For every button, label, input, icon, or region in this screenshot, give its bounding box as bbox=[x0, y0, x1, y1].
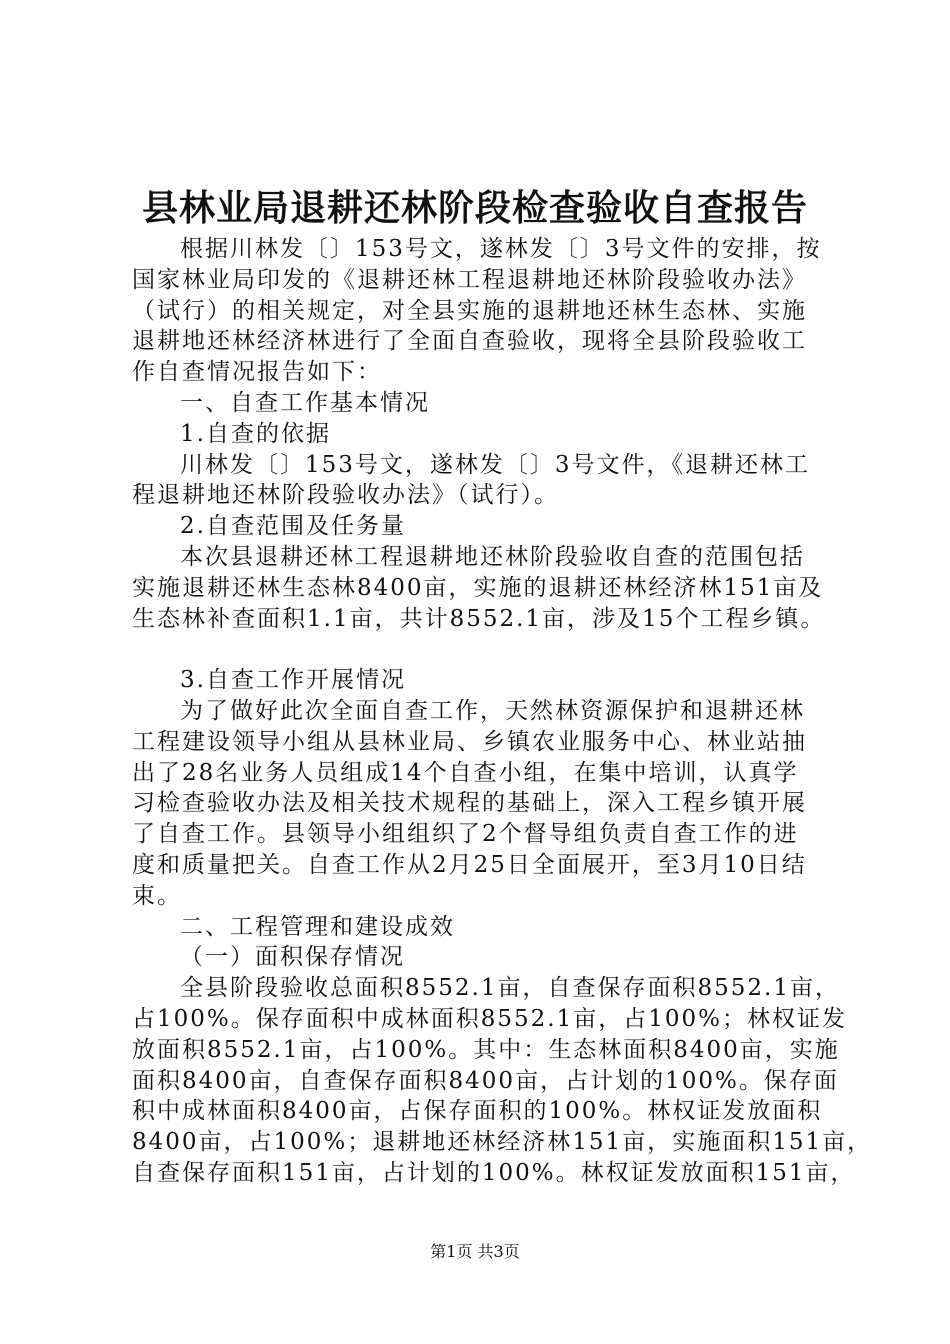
body-line: 程退耕地还林阶段验收办法》（试行）。 bbox=[132, 482, 559, 509]
body-line: 束。 bbox=[132, 882, 182, 909]
section-heading: 一、自查工作基本情况 bbox=[180, 389, 430, 416]
section-heading: 二、工程管理和建设成效 bbox=[180, 913, 455, 940]
subsection-heading: 2.自查范围及任务量 bbox=[180, 513, 406, 540]
body-line: 为了做好此次全面自查工作，天然林资源保护和退耕还林 bbox=[180, 697, 805, 724]
body-line: 习检查验收办法及相关技术规程的基础上，深入工程乡镇开展 bbox=[132, 790, 807, 817]
subsection-heading: （一）面积保存情况 bbox=[180, 944, 405, 971]
page-number-footer: 第1页 共3页 bbox=[430, 1242, 520, 1261]
body-line: 占100%。保存面积中成林面积8552.1亩，占100%；林权证发 bbox=[132, 1005, 847, 1032]
blank-line bbox=[132, 634, 852, 665]
body-line: （试行）的相关规定，对全县实施的退耕地还林生态林、实施 bbox=[132, 297, 807, 324]
body-line: 实施退耕还林生态林8400亩，实施的退耕还林经济林151亩及 bbox=[132, 574, 824, 601]
body-line: 根据川林发〔〕153号文，遂林发〔〕3号文件的安排，按 bbox=[180, 236, 822, 262]
body-line: 全县阶段验收总面积8552.1亩，自查保存面积8552.1亩， bbox=[180, 975, 840, 1002]
body-line: 作自查情况报告如下： bbox=[132, 359, 382, 386]
subsection-heading: 3.自查工作开展情况 bbox=[180, 667, 406, 694]
body-line: 国家林业局印发的《退耕还林工程退耕地还林阶段验收办法》 bbox=[132, 266, 807, 293]
body-line: 生态林补查面积1.1亩，共计8552.1亩，涉及15个工程乡镇。 bbox=[132, 605, 826, 632]
body-line: 面积8400亩，自查保存面积8400亩，占计划的100%。保存面 bbox=[132, 1067, 839, 1094]
body-line: 本次县退耕还林工程退耕地还林阶段验收自查的范围包括 bbox=[180, 543, 805, 570]
document-title: 县林业局退耕还林阶段检查验收自查报告 bbox=[141, 187, 808, 229]
body-line: 放面积8552.1亩，占100%。其中：生态林面积8400亩，实施 bbox=[132, 1036, 840, 1063]
body-line: 积中成林面积8400亩，占保存面积的100%。林权证发放面积 bbox=[132, 1098, 823, 1125]
subsection-heading: 1.自查的依据 bbox=[180, 420, 331, 447]
body-line: 了自查工作。县领导小组组织了2个督导组负责自查工作的进 bbox=[132, 821, 799, 848]
body-line: 8400亩，占100%；退耕地还林经济林151亩，实施面积151亩， bbox=[132, 1129, 873, 1156]
document-body bbox=[132, 234, 873, 1189]
body-line: 川林发〔〕153号文，遂林发〔〕3号文件，《退耕还林工 bbox=[180, 451, 811, 478]
body-line: 度和质量把关。自查工作从2月25日全面展开，至3月10日结 bbox=[132, 851, 807, 878]
body-line: 出了28名业务人员组成14个自查小组，在集中培训，认真学 bbox=[132, 759, 799, 786]
body-line: 退耕地还林经济林进行了全面自查验收，现将全县阶段验收工 bbox=[132, 328, 807, 355]
body-line: 自查保存面积151亩，占计划的100%。林权证发放面积151亩， bbox=[132, 1159, 856, 1186]
body-line: 工程建设领导小组从县林业局、乡镇农业服务中心、林业站抽 bbox=[132, 728, 807, 755]
